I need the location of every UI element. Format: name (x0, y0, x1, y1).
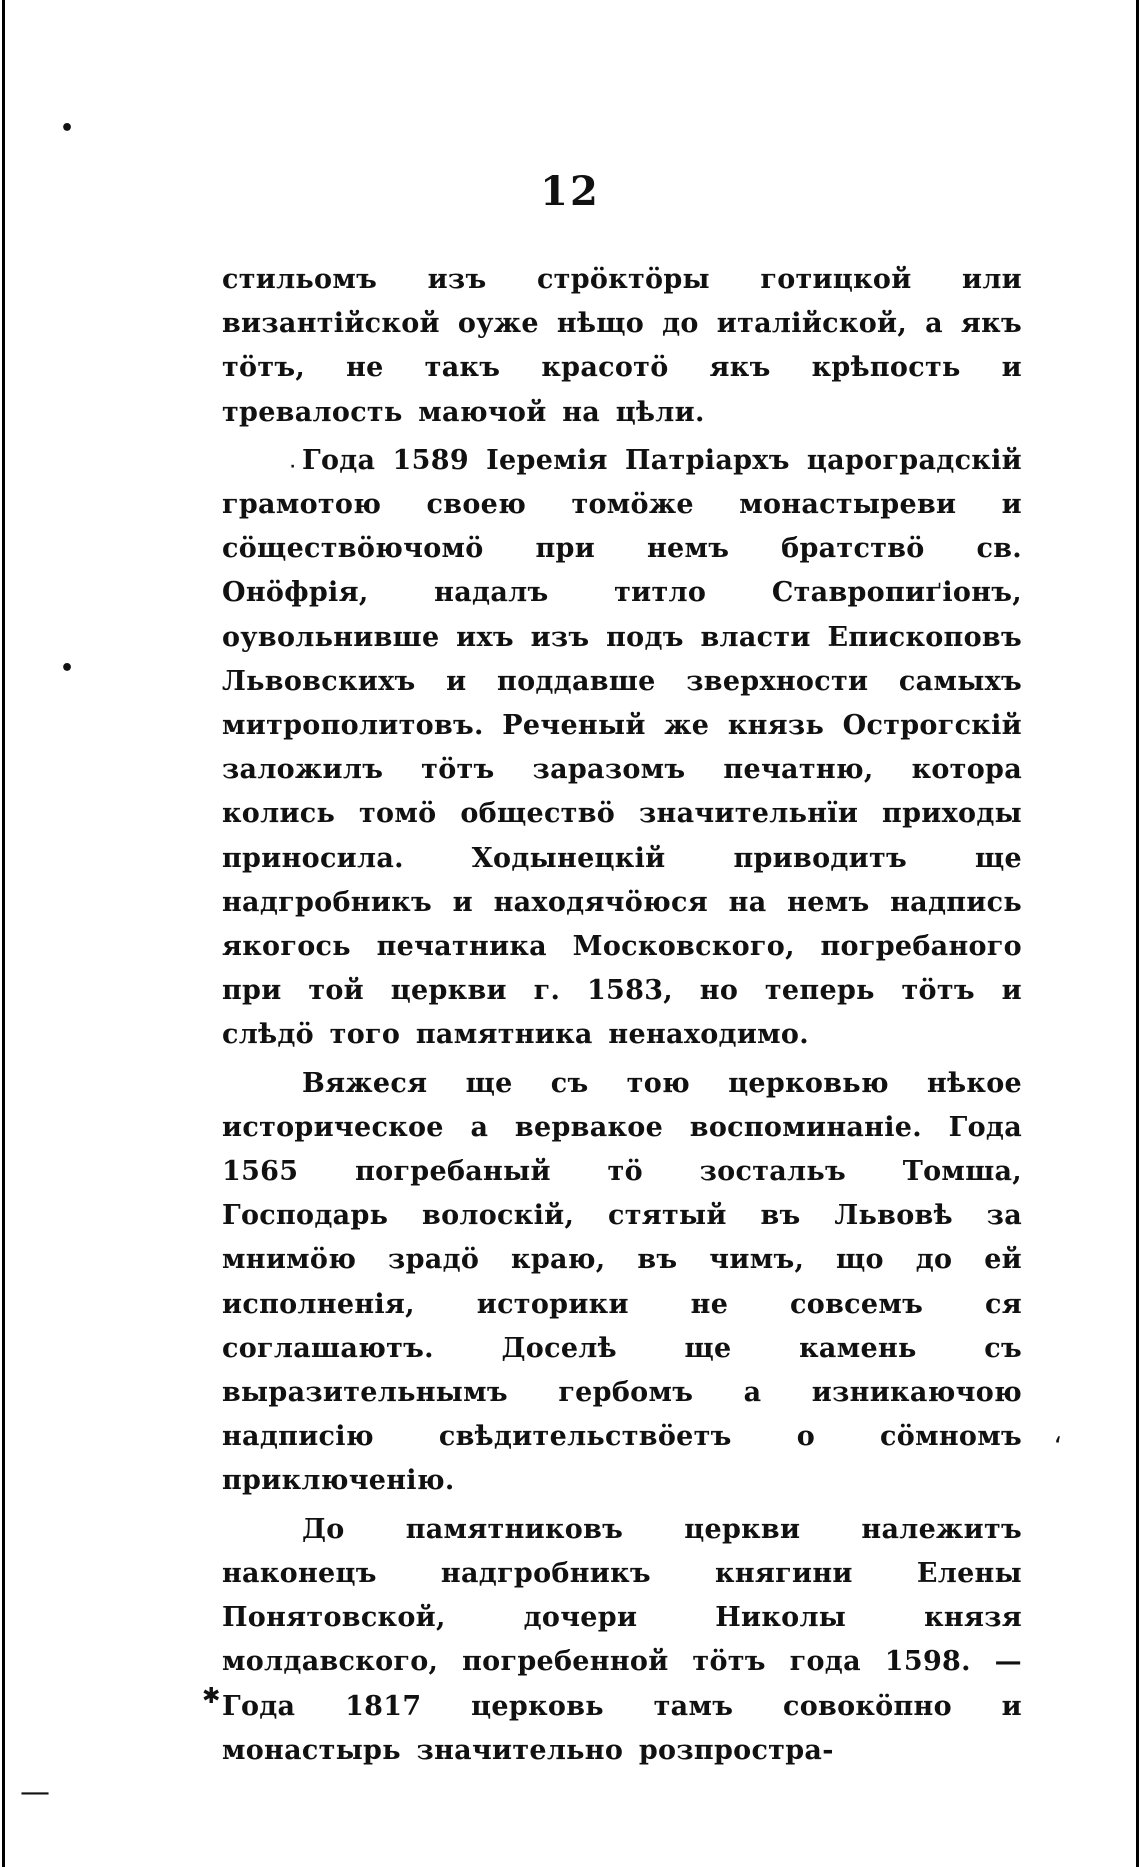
margin-dot-mark: • (60, 116, 75, 141)
paragraph-1: стильомъ изъ стрӧктӧры готицкой или византійской оуже нѣщо до италійской, а якъ тӧтъ, не такъ красотӧ якъ крѣпость и тревалость маючой на цѣли. (222, 264, 1022, 428)
left-edge-line (2, 0, 5, 1867)
margin-dash-mark: — (20, 1775, 50, 1810)
margin-tick-mark: ʻ (1054, 1432, 1063, 1462)
paragraph-4: До памятниковъ церкви належитъ наконецъ надгробникъ княгини Елены Понятовской, дочери Николы князя молдавского, погребенной тӧтъ года 1598. — Года 1817 церковь тамъ совокӧпно и монастырь значительно розпростра- (222, 1513, 1022, 1766)
body-text (222, 258, 1022, 1773)
page-number: 12 (540, 168, 600, 215)
margin-dot-mark: • (60, 656, 75, 681)
right-edge-line (1136, 0, 1139, 1867)
paragraph-2: Года 1589 Іеремія Патріархъ цароградскій грамотою своею томӧже монастыреви и сӧществӧючомӧ при немъ братствӧ св. Онӧфрія, надалъ титло Ставропиґіонъ, оувольнивше ихъ изъ подъ власти Епископовъ Львовскихъ и поддавше зверхности самыхъ митрополитовъ. Реченый же князь Острогскій заложилъ тӧтъ заразомъ печатню, котора колись томӧ обществӧ значительнїи приходы приносила. Ходынецкій приводитъ ще надгробникъ и находячӧюся на немъ надпись якогось печатника Московского, погребаного при той церкви г. 1583, но теперь тӧтъ и слѣдӧ того памятника ненаходимо. (222, 444, 1022, 1051)
paragraph-3: Вяжеся ще съ тою церковью нѣкое историческое а вервакое воспоминаніе. Года 1565 погребаный тӧ зостальъ Томша, Господарь волоскій, стятый въ Львовѣ за мнимӧю зрадӧ краю, въ чимъ, що до ей исполненія, историки не совсемъ ся соглашаютъ. Доселѣ ще камень съ выразительнымъ гербомъ а изникаючою надписію свѣдительствӧетъ о сӧмномъ приключенію. (222, 1067, 1022, 1497)
margin-dot-mark: · (290, 459, 296, 475)
margin-star-mark: ✱ (202, 1684, 221, 1709)
